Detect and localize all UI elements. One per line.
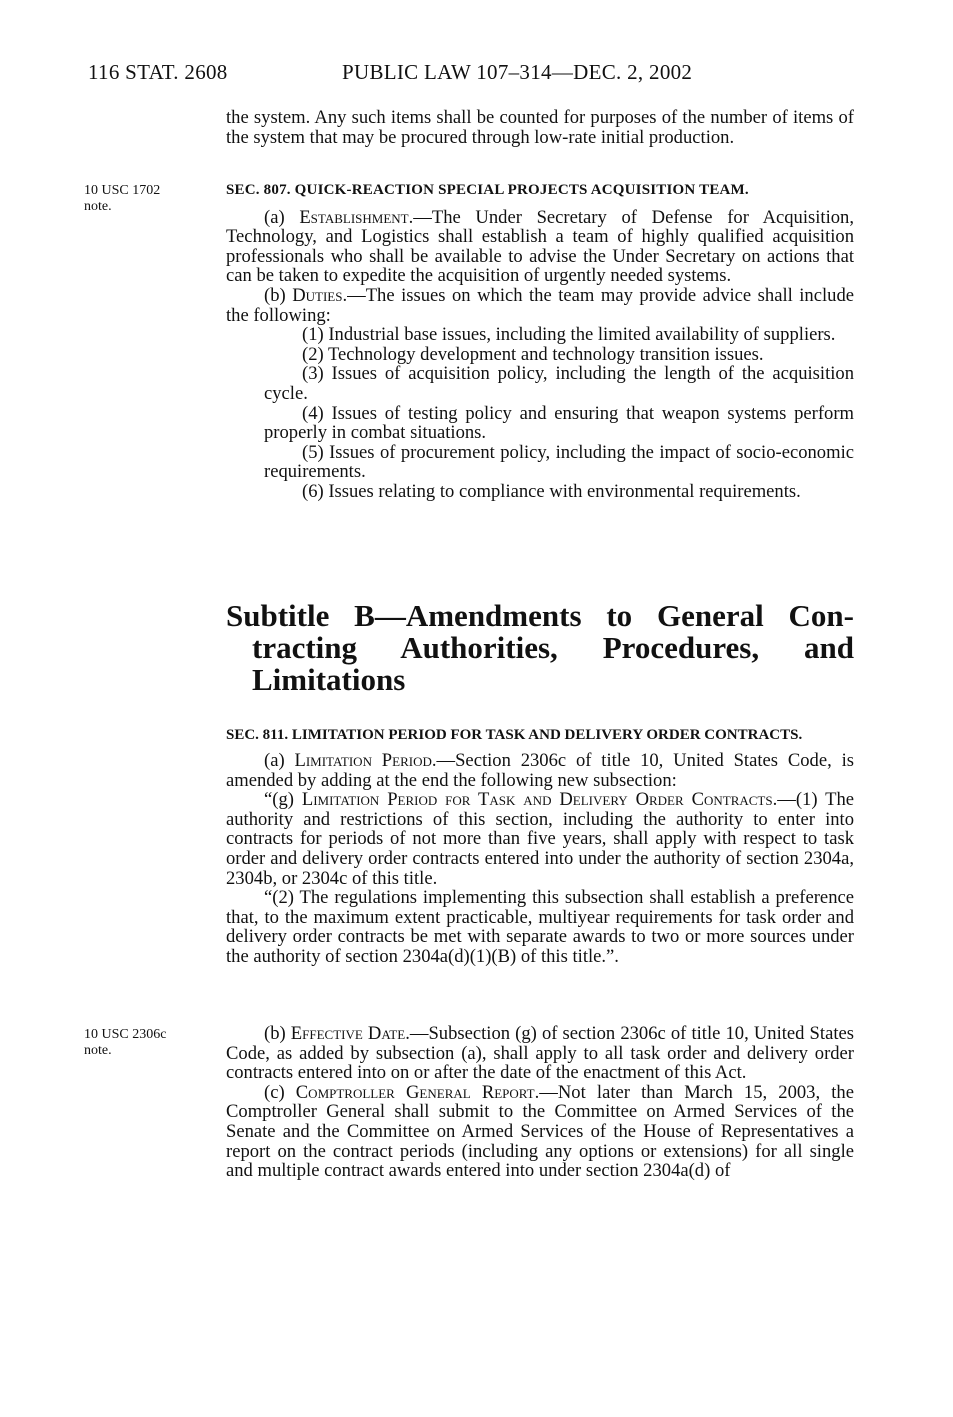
subsection-heading: Comptroller General Report. [295,1081,540,1103]
section-807 [226,181,854,502]
margin-note-line: 10 USC 1702 [84,183,161,198]
list-item: (5) Issues of procurement policy, including the impact of socio-economic requirements. [264,441,854,483]
subtitle-line: tracting Authorities, Procedures, and [252,630,854,665]
subsection-heading: Establishment. [299,206,414,228]
subsection-text: —(1) The authority and restrictions of this section, including the authority to enter into contracts for periods of not more than five years, shall apply with respect to task order and delivery order contracts entered into under the authority of section 2304a, 2304b, or 2304c of this title. [226,789,854,889]
margin-note-line: 10 USC 2306c [84,1027,167,1042]
subsection-label: (a) [264,750,295,771]
page-reference: 116 STAT. 2608 [88,60,228,84]
section-807-subsection-a [226,208,854,286]
section-811-subsection-a [226,751,854,790]
section-811-subsection-b [226,1024,854,1083]
subsection-label: (a) [264,206,300,228]
carryover-block [226,108,854,147]
subsection-text: —Subsection (g) of section 2306c of title 10, United States Code, as added by subsection (a), shall apply to all task order and delivery order contracts entered into on or after the date of the enactment of this Act. [226,1023,854,1084]
list-item: (3) Issues of acquisition policy, including the length of the acquisition cycle. [264,363,854,404]
section-811-subsection-g [226,790,854,888]
list-item: (1) Industrial base issues, including the limited availability of suppliers. [302,324,836,346]
subsection-heading: Duties. [292,284,348,306]
section-811-continued [226,1024,854,1181]
subsection-heading: Limitation Period. [294,750,437,771]
section-807-subsection-b [226,286,854,325]
margin-note-line: note. [84,1043,112,1058]
law-title: PUBLIC LAW 107–314—DEC. 2, 2002 [342,60,693,84]
carryover-paragraph: the system. Any such items shall be counted for purposes of the number of items of the system that may be procured through low-rate initial production. [226,107,854,148]
subsection-text: —Section 2306c of title 10, United States Code, is amended by adding at the end the following new subsection: [226,750,854,791]
section-811-heading: SEC. 811. LIMITATION PERIOD FOR TASK AND DELIVERY ORDER CONTRACTS. [226,727,803,743]
list-item: (6) Issues relating to compliance with environmental requirements. [302,480,801,502]
section-807-heading: SEC. 807. QUICK-REACTION SPECIAL PROJECTS ACQUISITION TEAM. [226,182,749,198]
margin-note-usc-2306c [84,1027,194,1059]
list-item: (2) Technology development and technology transition issues. [302,343,764,365]
subsection-label: (c) [264,1081,296,1103]
subsection-text: —The Under Secretary of Defense for Acquisition, Technology, and Logistics shall establish a team of highly qualified acquisition professionals who shall be available to advise the Under Secretary on actions that can be taken to expedite the acquisition of urgently needed systems. [226,206,854,287]
list-item: (4) Issues of testing policy and ensuring that weapon systems perform properly in combat situations. [264,402,854,444]
subsection-text: —Not later than March 15, 2003, the Comptroller General shall submit to the Committee on Armed Services of the Senate and the Committee on Armed Services of the House of Representatives a report on the contract periods (including any options or extensions) for all single and multiple contract awards entered into under section 2304a(d) of [226,1081,854,1182]
subsection-label: “(g) [264,789,302,811]
subsection-label: (b) [264,284,293,306]
subtitle-line: Limitations [252,662,406,697]
margin-note-usc-1702 [84,183,194,215]
subsection-text: —The issues on which the team may provide advice shall include the following: [226,284,854,326]
subtitle-heading [226,600,854,696]
section-811-paragraph-2: “(2) The regulations implementing this subsection shall establish a preference that, to the maximum extent practicable, multiyear requirements for task order and delivery order contracts be met with separate awards to two or more sources under the authority of section 2304a(d)(1)(B) of this title.”. [226,887,854,967]
subsection-heading: Effective Date. [290,1023,410,1044]
subsection-label: (b) [264,1023,291,1044]
running-head [88,60,693,85]
section-811-subsection-c [226,1083,854,1181]
subsection-heading: Limitation Period for Task and Delivery Order Contracts. [301,789,778,811]
margin-note-line: note. [84,199,112,214]
subtitle-line: Subtitle B—Amendments to General Con- [226,598,854,633]
section-811 [226,726,854,967]
